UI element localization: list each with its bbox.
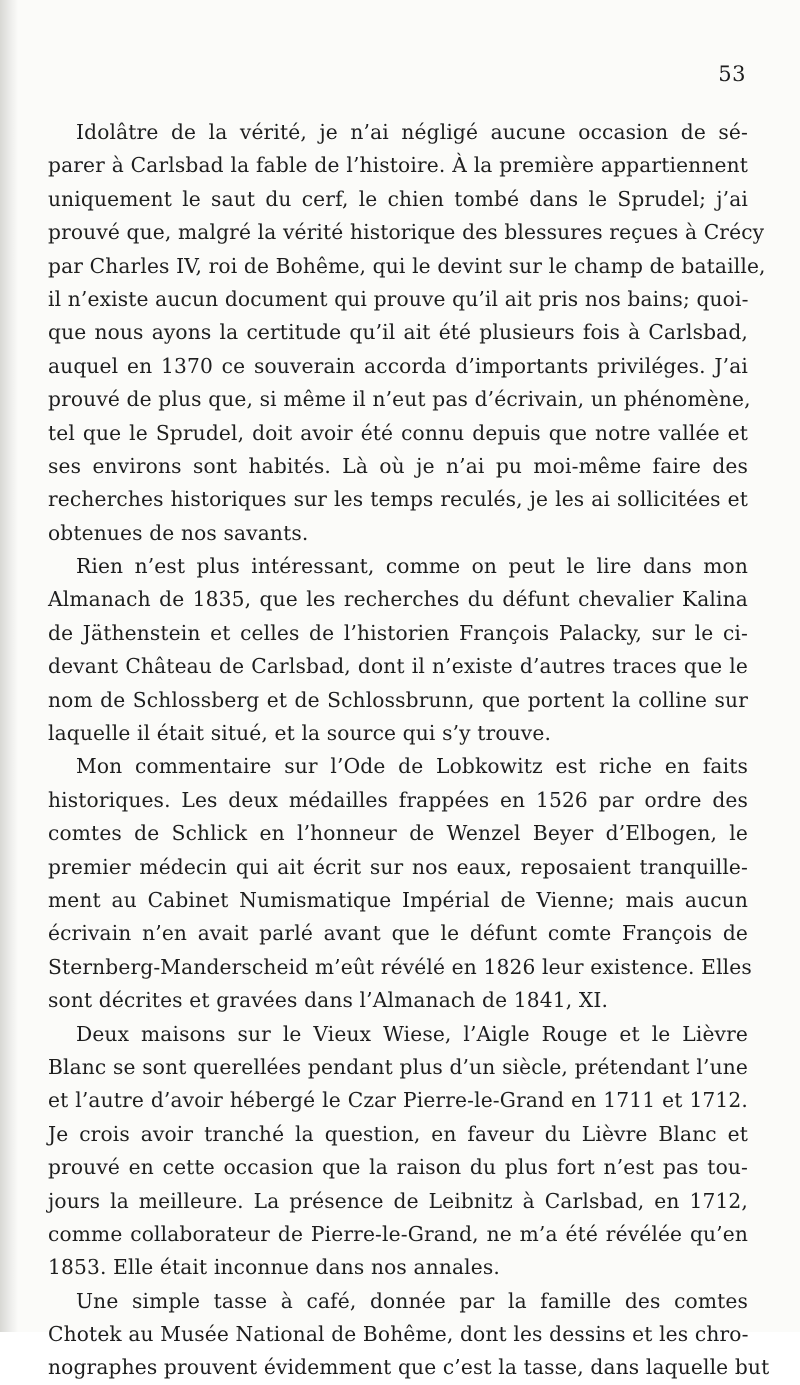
text-line: ses environs sont habités. Là où je n’ai pu moi-même faire des [48, 453, 748, 478]
text-line: de Jäthenstein et celles de l’historien François Palacky, sur le ci- [48, 620, 748, 645]
text-line: prouvé que, malgré la vérité historique des blessures reçues à Crécy [48, 220, 765, 245]
text-line: par Charles IV, roi de Bohême, qui le devint sur le champ de bataille, [48, 253, 766, 278]
text-line: Je crois avoir tranché la question, en faveur du Lièvre Blanc et [48, 1121, 748, 1146]
text-line: comtes de Schlick en l’honneur de Wenzel Beyer d’Elbogen, le [48, 821, 748, 846]
text-line: et l’autre d’avoir hébergé le Czar Pierre-le-Grand en 1711 et 1712. [48, 1088, 748, 1113]
text-line: Chotek au Musée National de Bohême, dont les dessins et les chro- [48, 1322, 749, 1347]
text-line: parer à Carlsbad la fable de l’histoire. À la première appartiennent [48, 153, 748, 178]
body-text [48, 116, 770, 1385]
text-line: Almanach de 1835, que les recherches du défunt chevalier Kalina [48, 587, 748, 612]
text-line: 1853. Elle était inconnue dans nos annales. [48, 1255, 500, 1280]
text-line: que nous ayons la certitude qu’il ait été plusieurs fois à Carlsbad, [48, 320, 748, 345]
page-number: 53 [718, 62, 746, 86]
text-line: jours la meilleure. La présence de Leibnitz à Carlsbad, en 1712, [48, 1188, 748, 1213]
text-line: écrivain n’en avait parlé avant que le défunt comte François de [48, 921, 748, 946]
text-line: Blanc se sont querellées pendant plus d’un siècle, prétendant l’une [48, 1054, 748, 1079]
text-line: Deux maisons sur le Vieux Wiese, l’Aigle Rouge et le Lièvre [76, 1021, 748, 1046]
text-line: ment au Cabinet Numismatique Impérial de Vienne; mais aucun [48, 887, 748, 912]
text-line: obtenues de nos savants. [48, 520, 309, 545]
text-line: Rien n’est plus intéressant, comme on peut le lire dans mon [76, 554, 748, 579]
text-line: Une simple tasse à café, donnée par la famille des comtes [76, 1288, 748, 1313]
text-line: tel que le Sprudel, doit avoir été connu depuis que notre vallée et [48, 420, 748, 445]
page-gutter-shadow [0, 0, 18, 1332]
text-line: nographes prouvent évidemment que c’est la tasse, dans laquelle but [48, 1355, 770, 1380]
text-line: uniquement le saut du cerf, le chien tombé dans le Sprudel; j’ai [48, 186, 748, 211]
text-line: Mon commentaire sur l’Ode de Lobkowitz est riche en faits [76, 754, 748, 779]
text-line: devant Château de Carlsbad, dont il n’existe d’autres traces que le [48, 654, 748, 679]
text-line: auquel en 1370 ce souverain accorda d’importants priviléges. J’ai [48, 353, 748, 378]
text-line: comme collaborateur de Pierre-le-Grand, ne m’a été révélée qu’en [48, 1221, 748, 1246]
text-line: recherches historiques sur les temps reculés, je les ai sollicitées et [48, 487, 748, 512]
text-line: prouvé en cette occasion que la raison du plus fort n’est pas tou- [48, 1155, 748, 1180]
text-line: prouvé de plus que, si même il n’eut pas d’écrivain, un phénomène, [48, 387, 751, 412]
text-line: sont décrites et gravées dans l’Almanach de 1841, XI. [48, 988, 609, 1013]
text-line: nom de Schlossberg et de Schlossbrunn, que portent la colline sur [48, 687, 748, 712]
text-line: Idolâtre de la vérité, je n’ai négligé aucune occasion de sé- [76, 120, 748, 144]
text-line: historiques. Les deux médailles frappées en 1526 par ordre des [48, 787, 748, 812]
text-line: premier médecin qui ait écrit sur nos eaux, reposaient tranquille- [48, 854, 748, 879]
text-line: il n’existe aucun document qui prouve qu’il ait pris nos bains; quoi- [48, 286, 749, 311]
text-line: Sternberg-Manderscheid m’eût révélé en 1826 leur existence. Elles [48, 954, 752, 979]
text-line: laquelle il était situé, et la source qui s’y trouve. [48, 721, 552, 746]
